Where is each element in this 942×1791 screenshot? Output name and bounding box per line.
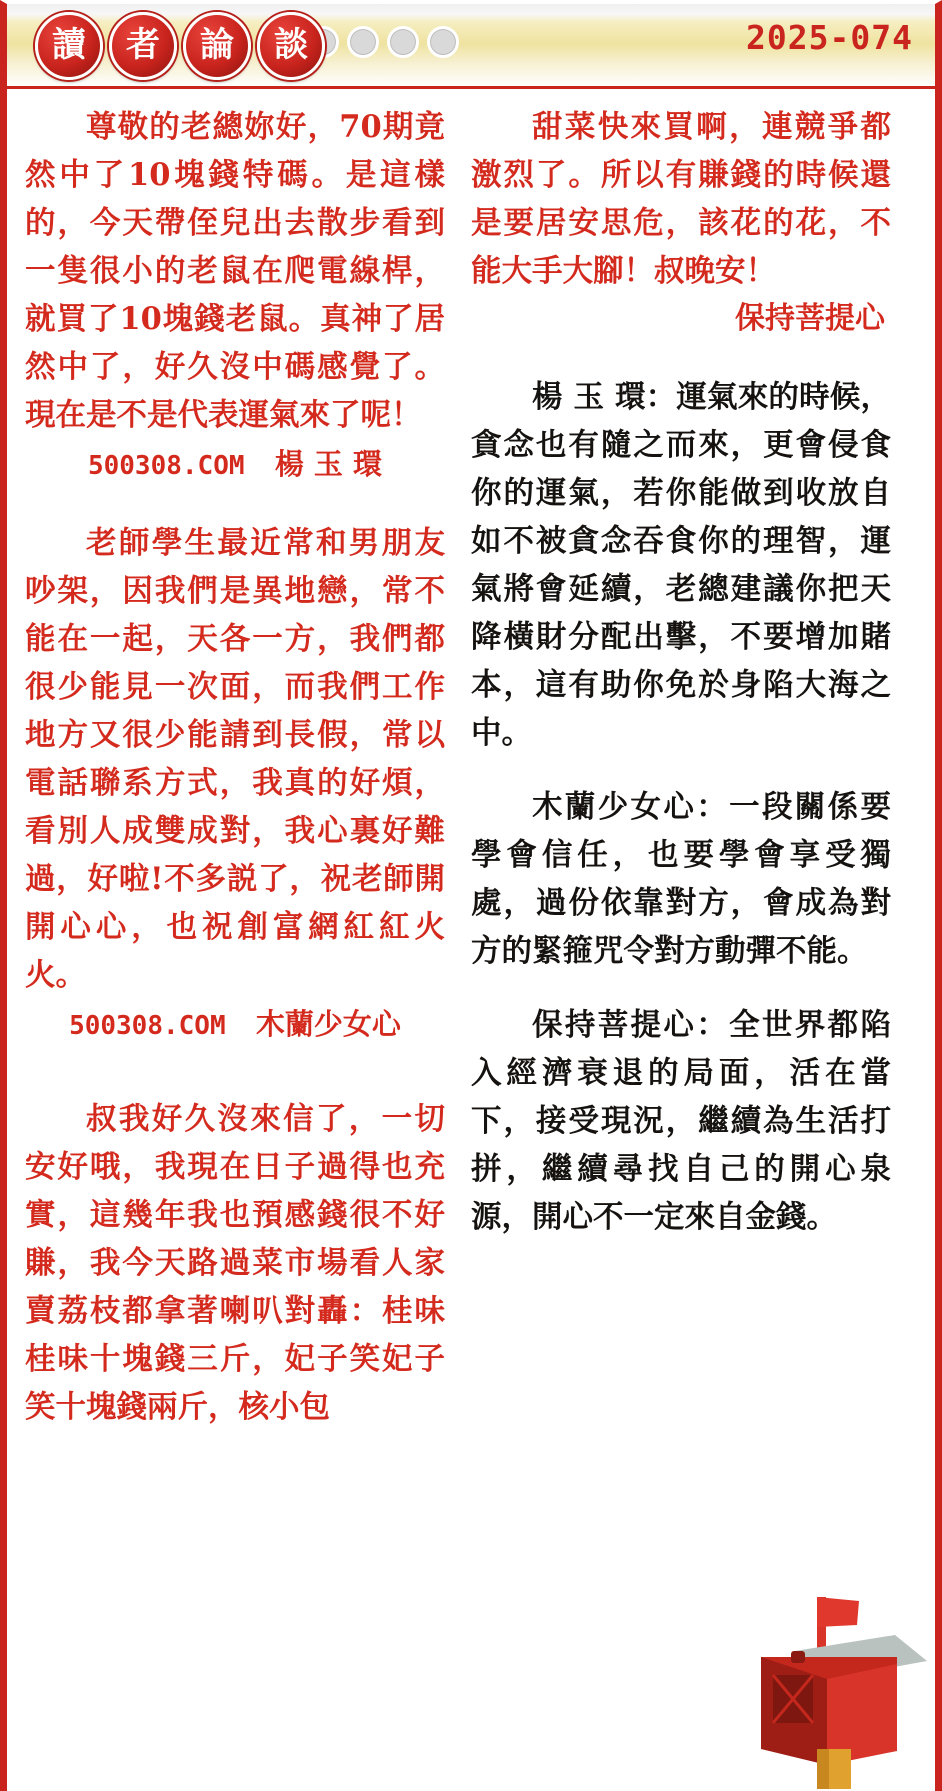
letter-2 — [25, 519, 445, 1049]
page-header — [7, 4, 935, 89]
letter-3 — [25, 1095, 445, 1431]
reply-2 — [471, 783, 891, 975]
letter-3-continued — [471, 103, 891, 343]
reply-2-body: 木蘭少女心：一段關係要學會信任，也要學會享受獨處，過份依靠對方，會成為對方的緊箍咒令對方動彈不能。 — [471, 789, 891, 969]
letter-2-author: 木蘭少女心 — [255, 1007, 401, 1041]
letter-2-site: 500308.COM — [69, 1011, 226, 1041]
masthead-char-3: 論 — [183, 12, 251, 80]
letter-1-body: 尊敬的老總妳好，70期竟然中了10塊錢特碼。是這樣的，今天帶侄兒出去散步看到一隻很小的老鼠在爬電線桿，就買了10塊錢老鼠。真神了居然中了，好久沒中碼感覺了。現在是不是代表運氣來了呢！ — [25, 109, 445, 433]
reply-3 — [471, 1001, 891, 1241]
masthead-char-4: 談 — [257, 12, 325, 80]
decorative-bubbles — [307, 26, 459, 58]
bubble-icon — [427, 26, 459, 58]
reply-3-body: 保持菩提心：全世界都陷入經濟衰退的局面，活在當下，接受現況，繼續為生活打拼，繼續尋找自己的開心泉源，開心不一定來自金錢。 — [471, 1007, 891, 1235]
letter-2-body: 老師學生最近常和男朋友吵架，因我們是異地戀，常不能在一起，天各一方，我們都很少能見一次面，而我們工作地方又很少能請到長假，常以電話聯系方式，我真的好煩，看別人成雙成對，我心裏好難過，好啦!不多説了，祝老師開開心心，也祝創富網紅紅火火。 — [25, 525, 445, 993]
reply-1 — [471, 373, 891, 757]
bubble-icon — [387, 26, 419, 58]
right-column — [471, 103, 891, 1789]
issue-number: 2025-074 — [746, 18, 913, 57]
masthead-char-1: 讀 — [35, 12, 103, 80]
letter-1-site: 500308.COM — [87, 451, 245, 481]
letter-2-signature — [25, 1001, 445, 1049]
bubble-icon — [347, 26, 379, 58]
masthead — [35, 12, 325, 80]
letter-3-body: 叔我好久沒來信了，一切安好哦，我現在日子過得也充實，這幾年我也預感錢很不好賺，我今天路過菜市場看人家賣荔枝都拿著喇叭對轟：桂味桂味十塊錢三斤，妃子笑妃子笑十塊錢兩斤，核小包 — [25, 1101, 445, 1425]
left-column — [25, 103, 445, 1789]
letter-3-signature: 保持菩提心 — [735, 301, 885, 336]
letter-3-continued-body: 甜菜快來買啊，連競爭都激烈了。所以有賺錢的時候還是要居安思危，該花的花，不能大手大腳！叔晚安！ — [471, 109, 891, 289]
masthead-char-2: 者 — [109, 12, 177, 80]
letter-1-author: 楊 玉 環 — [274, 447, 383, 481]
article-columns — [7, 89, 935, 1789]
letter-1 — [25, 103, 445, 489]
reply-1-body: 楊 玉 環：運氣來的時候，貪念也有隨之而來，更會侵食你的運氣，若你能做到收放自如不被貪念吞食你的理智，運氣將會延續，老總建議你把天降橫財分配出擊，不要增加賭本，這有助你免於身陷大海之中。 — [471, 379, 891, 751]
column-spacer — [25, 1079, 445, 1095]
letter-1-signature — [25, 441, 445, 489]
